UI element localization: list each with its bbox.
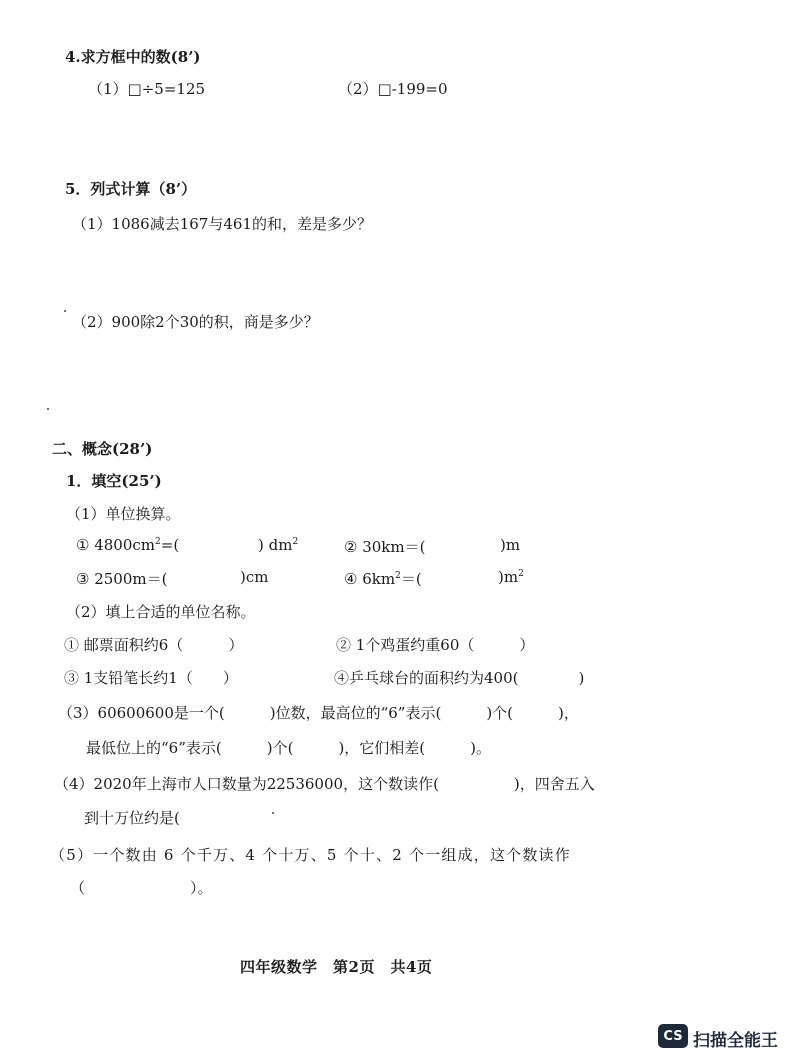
q5-title: 5．列式计算（8’） bbox=[65, 180, 197, 198]
unit-name-2: ② 1个鸡蛋约重60（ ） bbox=[336, 636, 535, 654]
conversion-3-unit: )cm bbox=[240, 568, 269, 586]
page-footer: 四年级数学 第2页 共4页 bbox=[240, 958, 433, 976]
conversion-4: ④ $6km^2=$( bbox=[344, 570, 422, 588]
conversion-1-unit: ) $dm^2$ bbox=[258, 536, 299, 554]
population-line-2: 到十万位约是( bbox=[84, 809, 180, 827]
q4-title: 4.求方框中的数(8’) bbox=[65, 48, 201, 66]
conversion-3: ③ 2500m＝( bbox=[76, 570, 168, 588]
q5-part-1: （1）1086减去167与461的和，差是多少？ bbox=[72, 215, 372, 233]
conversion-2-unit: )m bbox=[500, 536, 521, 554]
conversion-1: ① $4800cm^2=$( bbox=[76, 536, 180, 554]
scan-speck bbox=[272, 812, 274, 814]
scan-speck bbox=[64, 310, 66, 312]
q4-part-2: （2）□-199=0 bbox=[338, 80, 448, 98]
fill-blank-title: 1．填空(25’) bbox=[66, 472, 162, 490]
camscanner-label: 扫描全能王 bbox=[693, 1031, 778, 1051]
unit-name-1: ① 邮票面积约6（ ） bbox=[64, 636, 244, 654]
unit-name-3: ③ 1支铅笔长约1（ ） bbox=[64, 669, 238, 687]
unit-name-4: ④乒乓球台的面积约为400( ) bbox=[334, 669, 585, 687]
compose-number-line-1: （5）一个数由 6 个千万、4 个十万、5 个十、2 个一组成，这个数读作 bbox=[50, 846, 571, 864]
camscanner-logo-icon: CS bbox=[658, 1024, 688, 1048]
place-value-line-1: （3）60600600是一个( )位数，最高位的“6”表示( )个( )， bbox=[58, 704, 579, 722]
q4-part-1: （1）□÷5=125 bbox=[88, 80, 206, 98]
population-line-1: （4）2020年上海市人口数量为22536000，这个数读作( )，四舍五入 bbox=[54, 775, 595, 793]
unit-name-title: （2）填上合适的单位名称。 bbox=[66, 603, 256, 621]
place-value-line-2: 最低位上的“6”表示( )个( )，它们相差( )。 bbox=[86, 739, 491, 757]
unit-conversion-title: （1）单位换算。 bbox=[66, 505, 181, 523]
scan-speck bbox=[47, 408, 49, 410]
compose-number-line-2: （ ）。 bbox=[70, 879, 213, 897]
q5-part-2: （2）900除2个30的积，商是多少？ bbox=[72, 313, 319, 331]
conversion-2: ② 30km＝( bbox=[344, 538, 426, 556]
conversion-4-unit: )$m^2$ bbox=[498, 568, 524, 586]
section2-title: 二、概念(28’) bbox=[52, 440, 153, 458]
